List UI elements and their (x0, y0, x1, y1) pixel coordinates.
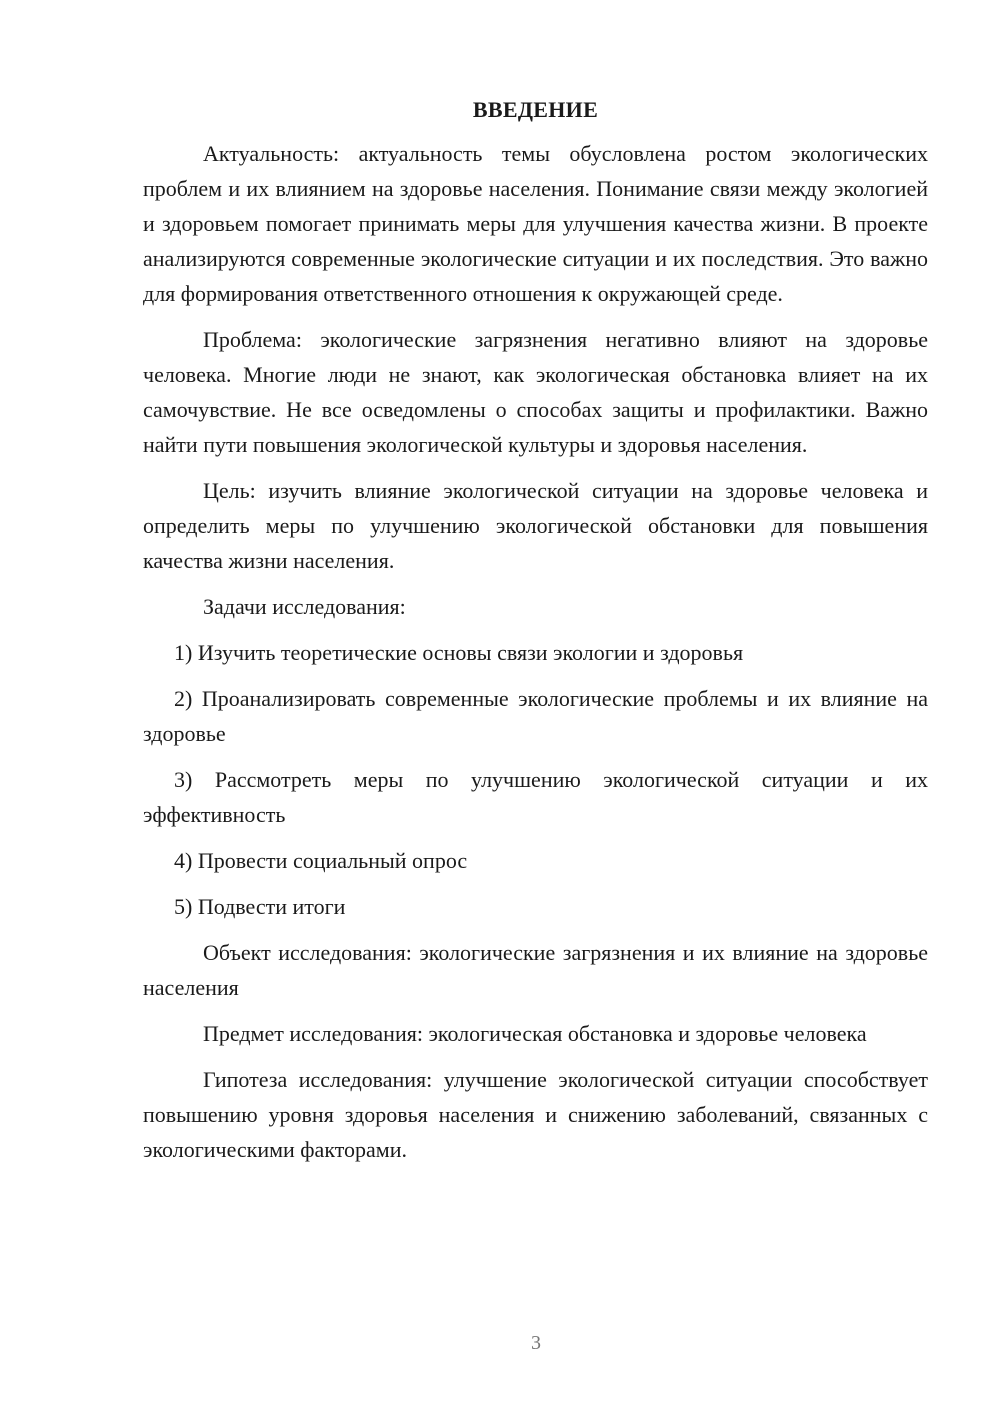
task-item-3: 3) Рассмотреть меры по улучшению экологической ситуации и их эффективность (143, 767, 928, 827)
goal-paragraph: Цель: изучить влияние экологической ситуации на здоровье человека и определить меры по улучшению экологической обстановки для повышения качества жизни населения. (143, 478, 928, 573)
document-page (143, 92, 928, 1178)
subject-paragraph: Предмет исследования: экологическая обстановка и здоровье человека (203, 1021, 867, 1046)
page-title: ВВЕДЕНИЕ (472, 97, 599, 122)
relevance-paragraph: Актуальность: актуальность темы обусловлена ростом экологических проблем и их влиянием на здоровье населения. Понимание связи между экологией и здоровьем помогает принимать меры для улучшения качества жизни. В проекте анализируются современные экологические ситуации и их последствия. Это важно для формирования ответственного отношения к окружающей среде. (143, 141, 928, 306)
task-item-5: 5) Подвести итоги (174, 894, 346, 919)
task-item-4: 4) Провести социальный опрос (174, 848, 468, 873)
problem-paragraph: Проблема: экологические загрязнения негативно влияют на здоровье человека. Многие люди не знают, как экологическая обстановка влияет на их самочувствие. Не все осведомлены о способах защиты и профилактики. Важно найти пути повышения экологической культуры и здоровья населения. (143, 327, 928, 457)
object-paragraph: Объект исследования: экологические загрязнения и их влияние на здоровье населения (143, 940, 928, 1000)
tasks-heading: Задачи исследования: (203, 594, 406, 619)
task-item-2: 2) Проанализировать современные экологические проблемы и их влияние на здоровье (143, 686, 928, 746)
page-number: 3 (531, 1332, 541, 1354)
task-item-1: 1) Изучить теоретические основы связи экологии и здоровья (174, 640, 744, 665)
hypothesis-paragraph: Гипотеза исследования: улучшение экологической ситуации способствует повышению уровня здоровья населения и снижению заболеваний, связанных с экологическими факторами. (143, 1067, 928, 1162)
